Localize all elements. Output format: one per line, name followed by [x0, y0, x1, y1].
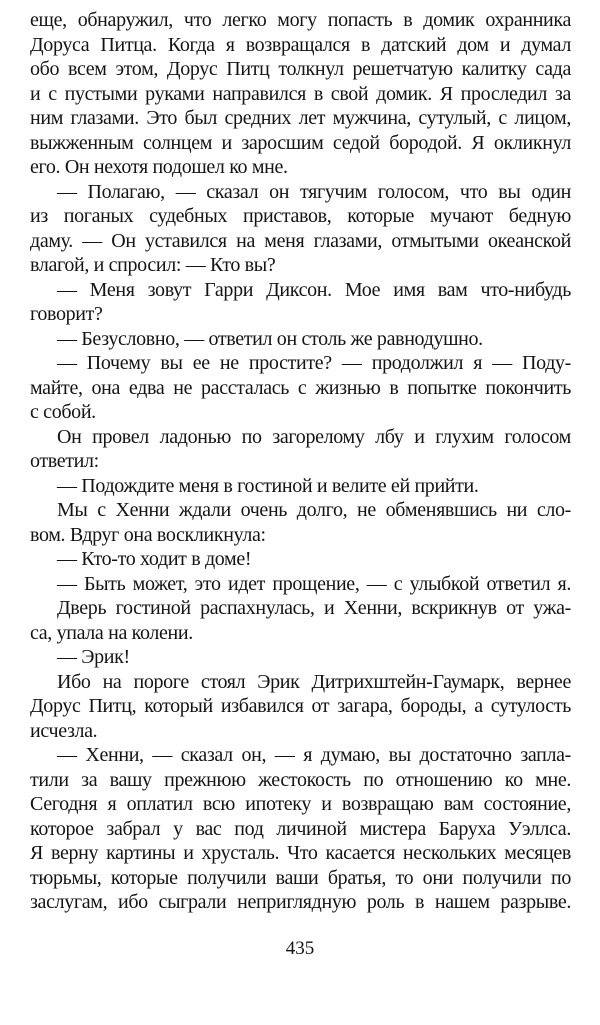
text-line: — Безусловно, — ответил он столь же равнодушно. [57, 327, 483, 350]
text-line: влагой, и спросил: — Кто вы? [30, 254, 276, 276]
paragraph [30, 547, 571, 572]
paragraph [30, 474, 571, 499]
text-line: са, упала на колени. [30, 621, 193, 644]
paragraph [30, 572, 571, 597]
paragraph [30, 180, 571, 278]
text-line: — Быть может, это идет прощение, — с улыбкой ответил я. [57, 572, 571, 595]
text-line: майте, она едва не рассталась с жизнью в попытке покончить [30, 376, 571, 399]
text-line: которое забрал у вас под личиной мистера Баруха Уэллса. [30, 817, 571, 840]
text-line: Сегодня я оплатил всю ипотеку и возвращаю вам состояние, [30, 793, 571, 815]
text-line: с собой. [30, 401, 96, 423]
paragraph [30, 498, 571, 547]
paragraph [30, 8, 571, 180]
text-line: Дорус Питц, который избавился от загара, бороды, а сутулость [30, 695, 571, 717]
text-line: — Кто-то ходит в доме! [57, 548, 252, 570]
text-line: тюрьмы, которые получили ваши братья, то они получили по [30, 866, 571, 889]
text-line: говорит? [30, 303, 103, 325]
paragraph [30, 596, 571, 645]
text-line: вом. Вдруг она воскликнула: [30, 523, 266, 546]
text-line: — Меня зовут Гарри Диксон. Мое имя вам что-нибудь [57, 278, 571, 301]
text-line: обо всем этом, Дорус Питц толкнул решетчатую калитку сада [30, 58, 571, 80]
text-line: заслугам, ибо сыграли неприглядную роль в нашем разрыве. [30, 891, 571, 913]
text-line: Дверь гостиной распахнулась, и Хенни, вскрикнув от ужа- [57, 597, 571, 619]
text-line: выжженным солнцем и заросшим седой бородой. Я окликнул [30, 131, 571, 154]
text-line: Мы с Хенни ждали очень долго, не обменявшись ни сло- [57, 499, 571, 521]
paragraph [30, 645, 571, 670]
page-number: 435 [285, 938, 315, 959]
text-line: — Подождите меня в гостиной и велите ей прийти. [57, 474, 479, 497]
text-line: даму. — Он уставился на меня глазами, отмытыми океанской [30, 229, 571, 252]
paragraph [30, 670, 571, 744]
text-line: — Хенни, — сказал он, — я думаю, вы достаточно запла- [57, 744, 571, 766]
text-line: ответил: [30, 450, 99, 472]
text-line: — Эрик! [57, 646, 130, 668]
text-line: Ибо на пороге стоял Эрик Дитрихштейн-Гаумарк, вернее [57, 670, 571, 693]
text-line: и с пустыми руками направился в свой домик. Я проследил за [30, 82, 571, 105]
text-line: Он провел ладонью по загорелому лбу и глухим голосом [57, 425, 571, 448]
text-line: тили за вашу прежнюю жестокость по отношению ко мне. [30, 768, 571, 791]
paragraph [30, 327, 571, 352]
paragraph [30, 278, 571, 327]
text-line: еще, обнаружил, что легко могу попасть в домик охранника [30, 9, 571, 31]
page-body [30, 8, 571, 915]
text-line: — Почему вы ее не простите? — продолжил я — Поду- [57, 352, 571, 374]
text-line: исчезла. [30, 719, 98, 742]
text-line: из поганых судебных приставов, которые мучают бедную [30, 205, 571, 227]
text-line: Доруса Питца. Когда я возвращался в датский дом и думал [30, 33, 571, 56]
paragraph [30, 743, 571, 915]
text-line: Я верну картины и хрусталь. Что касается нескольких месяцев [30, 842, 571, 864]
paragraph [30, 425, 571, 474]
paragraph [30, 351, 571, 425]
text-line: — Полагаю, — сказал он тягучим голосом, что вы один [57, 180, 571, 203]
text-line: его. Он нехотя подошел ко мне. [30, 156, 288, 178]
text-line: ним глазами. Это был средних лет мужчина, сутулый, с лицом, [30, 107, 571, 129]
